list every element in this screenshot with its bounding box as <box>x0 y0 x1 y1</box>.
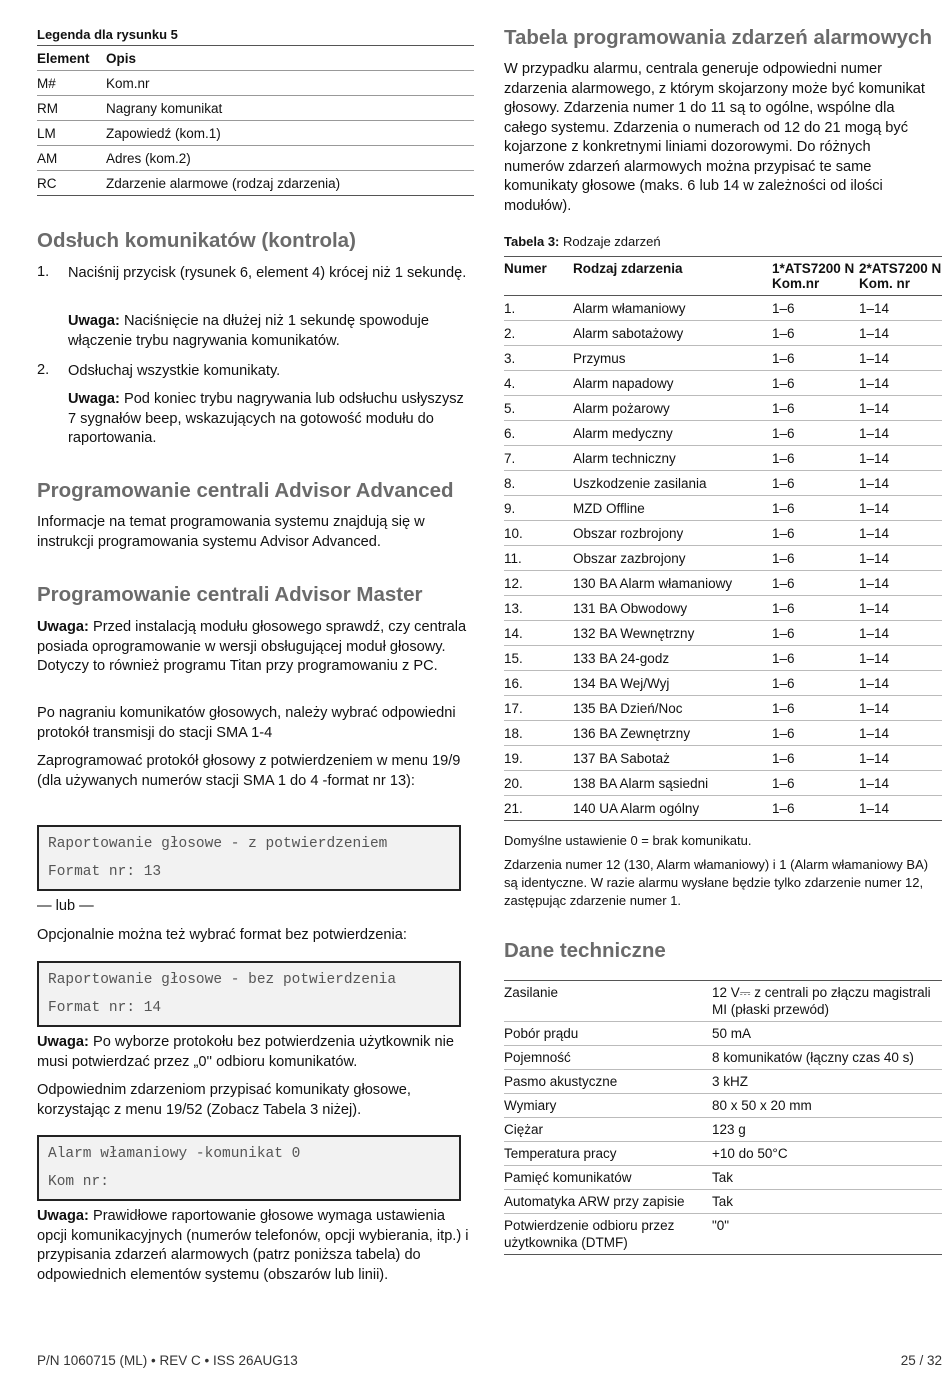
events-cell: Alarm medyczny <box>573 421 772 446</box>
table-row <box>504 596 942 621</box>
events-cell: 16. <box>504 671 573 696</box>
table-row <box>504 1046 942 1070</box>
list-item-text: Odsłuchaj wszystkie komunikaty. <box>68 363 281 379</box>
events-cell: 1–6 <box>772 296 859 321</box>
lcd-line: Raportowanie głosowe - z potwierdzeniem <box>48 836 388 852</box>
lcd-line: Raportowanie głosowe - bez potwierdzenia <box>48 972 397 988</box>
table-row <box>504 1166 942 1190</box>
events-cell: 17. <box>504 696 573 721</box>
events-cell: 15. <box>504 646 573 671</box>
table-row <box>504 321 942 346</box>
note <box>68 312 473 351</box>
table-row <box>504 571 942 596</box>
events-cell: 1–14 <box>859 721 942 746</box>
events-cell: 7. <box>504 446 573 471</box>
events-cell: Alarm techniczny <box>573 446 772 471</box>
table-row <box>504 671 942 696</box>
events-cell: 4. <box>504 371 573 396</box>
section-title-odsluch: Odsłuch komunikatów (kontrola) <box>37 229 356 252</box>
events-cell: 136 BA Zewnętrzny <box>573 721 772 746</box>
events-header-type: Rodzaj zdarzenia <box>573 257 772 296</box>
events-cell: Alarm napadowy <box>573 371 772 396</box>
note-text: Naciśnięcie na dłużej niż 1 sekundę spowoduje włączenie trybu nagrywania komunikatów. <box>68 313 429 349</box>
events-cell: 1–6 <box>772 371 859 396</box>
table-row <box>504 371 942 396</box>
events-cell: 1–14 <box>859 646 942 671</box>
events-cell: 1–14 <box>859 746 942 771</box>
legend-table <box>37 45 474 196</box>
note <box>37 618 474 677</box>
caption-text: Rodzaje zdarzeń <box>559 234 661 249</box>
table-row <box>504 346 942 371</box>
footer-part-number: P/N 1060715 (ML) • REV C • ISS 26AUG13 <box>37 1353 298 1368</box>
table-row <box>37 121 474 146</box>
events-header-1ats: 1*ATS7200 N Kom.nr <box>772 257 859 296</box>
table-row <box>504 471 942 496</box>
tech-value: 3 kHZ <box>712 1070 942 1094</box>
legend-header-desc: Opis <box>106 46 474 71</box>
table-row <box>504 796 942 821</box>
table-row <box>504 446 942 471</box>
events-cell: 131 BA Obwodowy <box>573 596 772 621</box>
events-cell: 1–14 <box>859 521 942 546</box>
tech-value: Tak <box>712 1190 942 1214</box>
note-label: Uwaga: <box>68 313 120 329</box>
table-row <box>37 146 474 171</box>
events-cell: 1. <box>504 296 573 321</box>
lcd-line: Alarm włamaniowy -komunikat 0 <box>48 1146 301 1162</box>
events-cell: Alarm pożarowy <box>573 396 772 421</box>
events-cell: 1–14 <box>859 571 942 596</box>
events-cell: 1–6 <box>772 446 859 471</box>
table-row <box>504 1190 942 1214</box>
tech-value: 80 x 50 x 20 mm <box>712 1094 942 1118</box>
table-row <box>504 1094 942 1118</box>
table-row <box>37 96 474 121</box>
table-row <box>504 621 942 646</box>
events-cell: Przymus <box>573 346 772 371</box>
tech-param: Pamięć komunikatów <box>504 1166 712 1190</box>
table-row <box>504 296 942 321</box>
tech-value: 12 V⎓ z centrali po złączu magistrali MI (płaski przewód) <box>712 981 942 1022</box>
events-cell: 1–6 <box>772 721 859 746</box>
lcd-display <box>37 961 461 1027</box>
note <box>37 1033 467 1072</box>
list-number: 1. <box>37 264 50 280</box>
note-label: Uwaga: <box>37 619 89 635</box>
events-cell: 10. <box>504 521 573 546</box>
table-row <box>504 521 942 546</box>
events-cell: 1–6 <box>772 771 859 796</box>
paragraph: Po nagraniu komunikatów głosowych, należy wybrać odpowiedni protokół transmisji do stacji SMA 1-4 <box>37 705 456 741</box>
lcd-display <box>37 825 461 891</box>
paragraph: Odpowiednim zdarzeniom przypisać komunikaty głosowe, korzystając z menu 19/52 (Zobacz Tabela 3 niżej). <box>37 1082 411 1118</box>
events-cell: Obszar zazbrojony <box>573 546 772 571</box>
section-title-master: Programowanie centrali Advisor Master <box>37 583 423 606</box>
events-cell: 3. <box>504 346 573 371</box>
table-row <box>504 496 942 521</box>
events-cell: 12. <box>504 571 573 596</box>
legend-cell: Kom.nr <box>106 71 474 96</box>
events-cell: 1–14 <box>859 546 942 571</box>
events-intro: W przypadku alarmu, centrala generuje odpowiedni numer zdarzenia alarmowego, z którym skojarzony może być komunikat głosowy. Zdarzenia numer 1 do 11 są to ogólne, wspólne dla całego systemu. Zdarzenia o numerach od 12 do 21 mogą być kojarzone z konkretnymi liniami dozorowymi. Do różnych numerów zdarzeń alarmowych można przypisać te same komunikaty głosowe (maks. 6 lub 14 w zależności od ilości modułów). <box>504 61 925 214</box>
advanced-text: Informacje na temat programowania systemu znajdują się w instrukcji programowania systemu Advisor Advanced. <box>37 514 425 550</box>
tech-value: Tak <box>712 1166 942 1190</box>
events-note: Zdarzenia numer 12 (130, Alarm włamaniowy) i 1 (Alarm włamaniowy BA) są identyczne. W razie alarmu wysłane będzie tylko zdarzenie numer 12, zastępując zdarzenie numer 1. <box>504 857 929 908</box>
events-header-number: Numer <box>504 257 573 296</box>
tech-param: Pobór prądu <box>504 1022 712 1046</box>
note <box>68 390 473 449</box>
table-row <box>504 1022 942 1046</box>
tech-param: Pojemność <box>504 1046 712 1070</box>
events-cell: 1–14 <box>859 796 942 821</box>
table-row <box>504 646 942 671</box>
events-cell: 1–14 <box>859 496 942 521</box>
table-row <box>504 421 942 446</box>
tech-param: Potwierdzenie odbioru przez użytkownika (DTMF) <box>504 1214 712 1255</box>
tech-param: Wymiary <box>504 1094 712 1118</box>
events-cell: 1–14 <box>859 471 942 496</box>
table-row <box>504 981 942 1022</box>
events-header-2ats: 2*ATS7200 N Kom. nr <box>859 257 942 296</box>
legend-cell: RC <box>37 171 106 196</box>
events-cell: 138 BA Alarm sąsiedni <box>573 771 772 796</box>
events-cell: 135 BA Dzień/Noc <box>573 696 772 721</box>
events-table <box>504 256 942 821</box>
tech-param: Ciężar <box>504 1118 712 1142</box>
events-cell: 1–14 <box>859 771 942 796</box>
tech-value: 123 g <box>712 1118 942 1142</box>
events-cell: 9. <box>504 496 573 521</box>
events-cell: 140 UA Alarm ogólny <box>573 796 772 821</box>
events-cell: 2. <box>504 321 573 346</box>
events-cell: 1–6 <box>772 746 859 771</box>
events-cell: Uszkodzenie zasilania <box>573 471 772 496</box>
legend-cell: Zdarzenie alarmowe (rodzaj zdarzenia) <box>106 171 474 196</box>
events-cell: 1–6 <box>772 421 859 446</box>
events-note: Domyślne ustawienie 0 = brak komunikatu. <box>504 833 752 848</box>
events-cell: 11. <box>504 546 573 571</box>
lcd-display <box>37 1135 461 1201</box>
events-cell: 1–6 <box>772 471 859 496</box>
events-cell: 6. <box>504 421 573 446</box>
legend-header-element: Element <box>37 46 106 71</box>
section-title-advanced: Programowanie centrali Advisor Advanced <box>37 479 454 502</box>
events-cell: 1–14 <box>859 596 942 621</box>
legend-cell: RM <box>37 96 106 121</box>
note <box>37 1207 474 1285</box>
note-text: Przed instalacją modułu głosowego sprawdź, czy centrala posiada oprogramowanie w wersji obsługującej moduł głosowy. Dotyczy to również programu Titan przy programowaniu z PC. <box>37 619 467 674</box>
table-row <box>504 1214 942 1255</box>
events-cell: 1–14 <box>859 446 942 471</box>
lcd-line: Kom nr: <box>48 1174 109 1190</box>
table-row <box>504 396 942 421</box>
note-text: Prawidłowe raportowanie głosowe wymaga ustawienia opcji komunikacyjnych (numerów telefonów, opcji wybierania, itp.) i przypisania zdarzeń alarmowych (patrz poniższa tabela) do odpowiednich elementów systemu (obszarów lub linii). <box>37 1208 469 1283</box>
lcd-line: Format nr: 14 <box>48 1000 162 1016</box>
list-item-text: Naciśnij przycisk (rysunek 6, element 4) krócej niż 1 sekundę. <box>68 265 467 281</box>
tech-table <box>504 980 942 1255</box>
events-cell: 132 BA Wewnętrzny <box>573 621 772 646</box>
table-row <box>504 721 942 746</box>
table-row <box>504 696 942 721</box>
events-cell: 1–6 <box>772 496 859 521</box>
events-cell: 5. <box>504 396 573 421</box>
note-label: Uwaga: <box>37 1208 89 1224</box>
events-cell: 1–6 <box>772 521 859 546</box>
events-cell: 18. <box>504 721 573 746</box>
tech-value: 8 komunikatów (łączny czas 40 s) <box>712 1046 942 1070</box>
events-cell: 1–6 <box>772 396 859 421</box>
events-cell: 1–6 <box>772 596 859 621</box>
table-row <box>37 171 474 196</box>
legend-cell: Adres (kom.2) <box>106 146 474 171</box>
tech-value: +10 do 50°C <box>712 1142 942 1166</box>
events-cell: MZD Offline <box>573 496 772 521</box>
footer-page-number: 25 / 32 <box>900 1353 942 1368</box>
note-text: Pod koniec trybu nagrywania lub odsłuchu usłyszysz 7 sygnałów beep, wskazujących na gotowość modułu do raportowania. <box>68 391 464 446</box>
tech-value: "0" <box>712 1214 942 1255</box>
legend-cell: M# <box>37 71 106 96</box>
table-row <box>504 746 942 771</box>
events-cell: 134 BA Wej/Wyj <box>573 671 772 696</box>
events-cell: 137 BA Sabotaż <box>573 746 772 771</box>
tech-param: Automatyka ARW przy zapisie <box>504 1190 712 1214</box>
events-cell: 1–14 <box>859 421 942 446</box>
table-row <box>37 71 474 96</box>
legend-cell: LM <box>37 121 106 146</box>
events-cell: 1–6 <box>772 671 859 696</box>
separator-text: — lub — <box>37 898 94 914</box>
events-cell: 1–6 <box>772 571 859 596</box>
note-label: Uwaga: <box>37 1034 89 1050</box>
events-cell: 8. <box>504 471 573 496</box>
events-cell: 1–14 <box>859 621 942 646</box>
events-cell: 1–14 <box>859 346 942 371</box>
lcd-line: Format nr: 13 <box>48 864 162 880</box>
table-caption <box>504 234 661 249</box>
events-cell: 1–14 <box>859 671 942 696</box>
legend-cell: Nagrany komunikat <box>106 96 474 121</box>
tech-value: 50 mA <box>712 1022 942 1046</box>
events-cell: 14. <box>504 621 573 646</box>
events-cell: 20. <box>504 771 573 796</box>
table-row <box>504 546 942 571</box>
table-row <box>504 1070 942 1094</box>
tech-param: Zasilanie <box>504 981 712 1022</box>
list-number: 2. <box>37 362 50 378</box>
events-cell: 1–14 <box>859 321 942 346</box>
tech-param: Pasmo akustyczne <box>504 1070 712 1094</box>
table-row <box>504 1142 942 1166</box>
events-cell: 1–14 <box>859 296 942 321</box>
events-cell: 1–6 <box>772 696 859 721</box>
events-cell: 19. <box>504 746 573 771</box>
table-row <box>504 771 942 796</box>
events-cell: 1–6 <box>772 546 859 571</box>
events-cell: Alarm włamaniowy <box>573 296 772 321</box>
events-cell: 1–6 <box>772 796 859 821</box>
note-text: Po wyborze protokołu bez potwierdzenia użytkownik nie musi potwierdzać przez „0'' odbioru komunikatów. <box>37 1034 454 1070</box>
events-cell: 21. <box>504 796 573 821</box>
events-cell: 1–14 <box>859 396 942 421</box>
paragraph: Opcjonalnie można też wybrać format bez potwierdzenia: <box>37 927 407 943</box>
tech-param: Temperatura pracy <box>504 1142 712 1166</box>
events-cell: 1–6 <box>772 646 859 671</box>
events-cell: 1–6 <box>772 321 859 346</box>
events-cell: Alarm sabotażowy <box>573 321 772 346</box>
table-row <box>504 1118 942 1142</box>
events-cell: 133 BA 24-godz <box>573 646 772 671</box>
legend-cell: Zapowiedź (kom.1) <box>106 121 474 146</box>
events-cell: 13. <box>504 596 573 621</box>
events-cell: Obszar rozbrojony <box>573 521 772 546</box>
events-cell: 1–6 <box>772 621 859 646</box>
legend-caption: Legenda dla rysunku 5 <box>37 27 178 42</box>
events-cell: 130 BA Alarm włamaniowy <box>573 571 772 596</box>
section-title-tech: Dane techniczne <box>504 939 666 962</box>
events-cell: 1–6 <box>772 346 859 371</box>
note-label: Uwaga: <box>68 391 120 407</box>
events-cell: 1–14 <box>859 696 942 721</box>
caption-label: Tabela 3: <box>504 234 560 249</box>
legend-cell: AM <box>37 146 106 171</box>
section-title-events: Tabela programowania zdarzeń alarmowych <box>504 26 932 49</box>
paragraph: Zaprogramować protokół głosowy z potwierdzeniem w menu 19/9 (dla używanych numerów stacji SMA 1 do 4 -format nr 13): <box>37 753 461 789</box>
events-cell: 1–14 <box>859 371 942 396</box>
